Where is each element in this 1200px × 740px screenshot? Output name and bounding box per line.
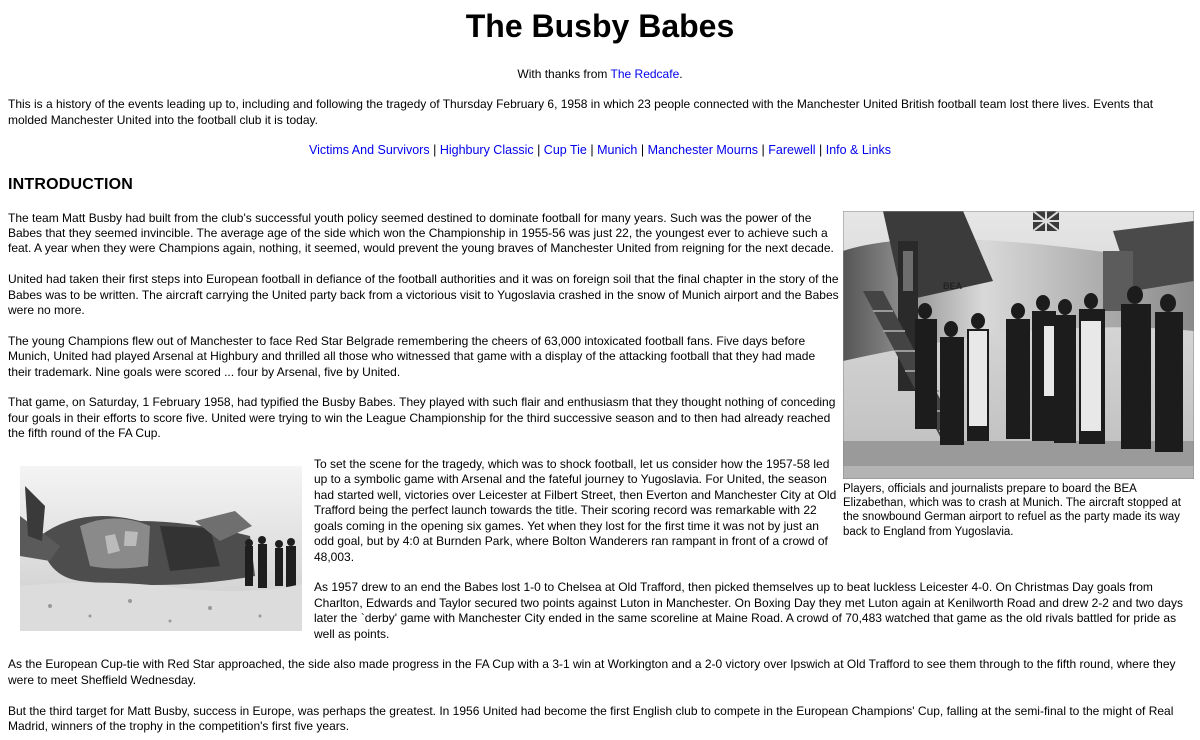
nav-link-farewell[interactable]: Farewell [768,143,816,158]
intro-paragraph-3: The young Champions flew out of Manchester to face Red Star Belgrade remembering the cheers of 63,000 intoxicated football fans. Five days before Munich, United had played Arsenal at Highbury and thrilled all those who witnessed that game with a display of the attacking football that they had made their trademark. Nine goals were scored ... four by Arsenal, five by United. [8,333,816,379]
wreckage-photo [20,466,302,631]
intro-paragraph: This is a history of the events leading up to, including and following the tragedy of Thursday February 6, 1958 in which 23 people connected with the Manchester United British football team lost there lives. Events that molded Manchester United into the football club it is today. [8,97,1154,127]
thanks-suffix: . [679,67,683,81]
redcafe-link[interactable]: The Redcafe [610,67,680,81]
thanks-line [8,67,1192,82]
nav-separator: | [586,143,598,158]
boarding-figure [843,211,1194,540]
nav-link-cup-tie[interactable]: Cup Tie [543,143,587,158]
nav-link-manchester-mourns[interactable]: Manchester Mourns [647,143,759,158]
nav-link-munich[interactable]: Munich [597,143,638,158]
nav-separator: | [429,143,440,158]
aircraft-marking: BEA [943,280,963,291]
intro-paragraph-2: United had taken their first steps into European football in defiance of the football authorities and it was on foreign soil that the final chapter in the story of the Babes was to be written. The aircraft carrying the United party back from a victorious visit to Yugoslavia crashed in the snow of Munich airport and the Babes were no more. [8,272,839,318]
intro-paragraph-8: But the third target for Matt Busby, success in Europe, was perhaps the greatest. In 1956 United had become the first English club to compete in the European Champions' Cup, falling at the semi-final to the might of Real Madrid, winners of the trophy in the competition's first five years. [8,703,1174,733]
nav-link-info-links[interactable]: Info & Links [825,143,892,158]
page-title: The Busby Babes [465,8,735,44]
section-heading: INTRODUCTION [8,175,134,193]
boarding-photo [843,211,1194,479]
nav-links [8,143,1192,158]
nav-link-victims[interactable]: Victims And Survivors [308,143,430,158]
nav-separator: | [815,143,826,158]
intro-paragraph-1: The team Matt Busby had built from the club's successful youth policy seemed destined to dominate football for many years. Such was the power of the Babes that they seemed invincible. The average age of the side which won the Championship in 1955-56 was just 22, the youngest ever to achieve such a feat. A year when they were Champions again, nothing, it seemed, would prevent the young braves of Manchester United from reigning for the next decade. [8,210,834,256]
intro-paragraph-6: As 1957 drew to an end the Babes lost 1-0 to Chelsea at Old Trafford, then picked themselves up to beat luckless Leicester 4-0. On Christmas Day goals from Charlton, Edwards and Taylor secured two points against Luton in Manchester. On Boxing Day they met Luton again at Kenilworth Road and drew 2-2 and two days later the `derby' game with Manchester City ended in the same scoreline at Maine Road. A crowd of 70,483 watched that game as the old rivals battled for pride as well as points. [314,580,1183,641]
thanks-prefix: With thanks from [517,67,611,81]
nav-separator: | [637,143,648,158]
wreckage-figure [20,466,302,631]
nav-separator: | [533,143,544,158]
nav-link-highbury[interactable]: Highbury Classic [439,143,534,158]
intro-paragraph-4: That game, on Saturday, 1 February 1958, had typified the Busby Babes. They played with such flair and enthusiasm that they thought nothing of conceding four goals in their efforts to score five. United were trying to win the League Championship for the third successive season and to then had already reached the fifth round of the FA Cup. [8,395,836,441]
boarding-photo-caption: Players, officials and journalists prepare to board the BEA Elizabethan, which was to crash at Munich. The aircraft stopped at the snowbound German airport to refuel as the party made its way back to England from Yugoslavia. [843,482,1181,538]
intro-paragraph-7: As the European Cup-tie with Red Star approached, the side also made progress in the FA Cup with a 3-1 win at Workington and a 2-0 victory over Ipswich at Old Trafford to see them through to the fifth round, where they were to meet Sheffield Wednesday. [8,657,1176,687]
nav-separator: | [758,143,769,158]
article-content [8,211,1192,735]
intro-paragraph-5: To set the scene for the tragedy, which was to shock football, let us consider how the 1957-58 led up to a symbolic game with Arsenal and the fateful journey to Yugoslavia. For United, the season had started well, victories over Leicester at Filbert Street, then Everton and Manchester City at Old Trafford being the perfect launch towards the title. Their scoring record was remarkable with 22 goals coming in the opening six games. Yet when they lost for the first time it was not by just an odd goal, but by 4:0 at Burnden Park, where Bolton Wanderers ran rampant in front of a crowd of 48,003. [314,457,837,564]
